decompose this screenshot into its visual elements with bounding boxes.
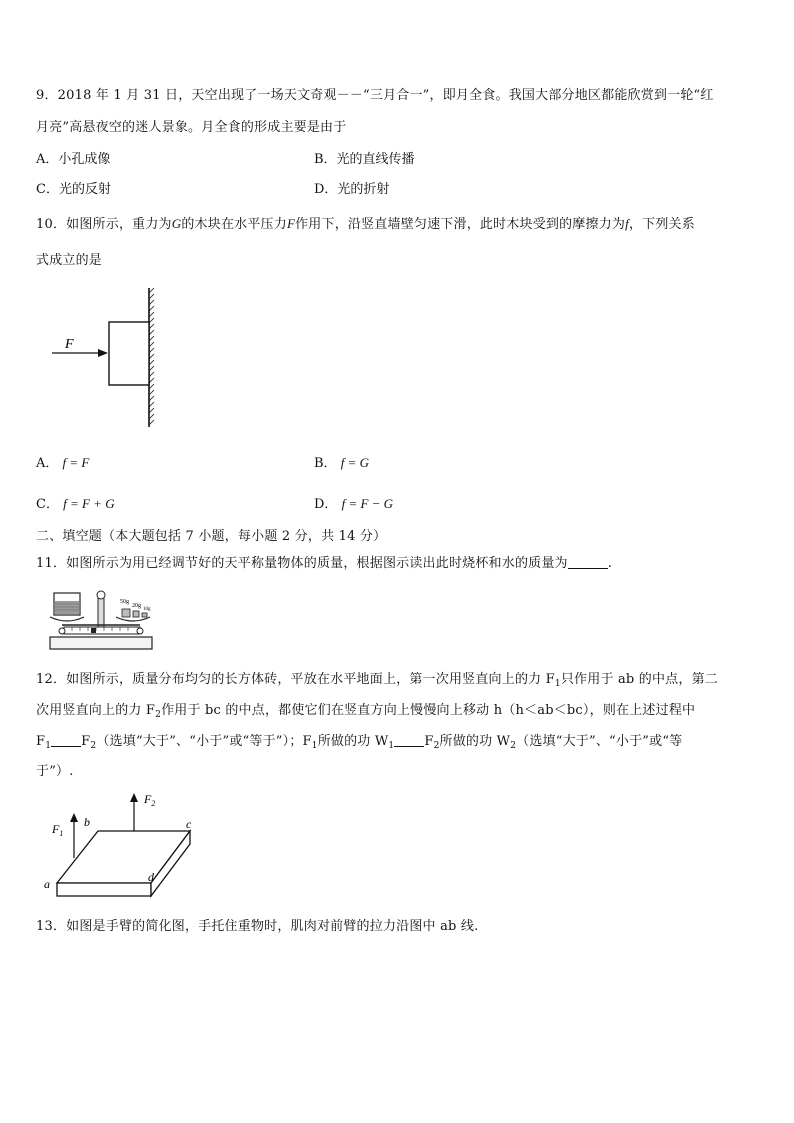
weight-label-10g: 10g	[143, 607, 151, 612]
var-f: F	[286, 216, 296, 231]
q11-answer-blank[interactable]	[568, 556, 608, 569]
q12-blank-work-compare[interactable]	[394, 734, 424, 747]
q12-blank-force-compare[interactable]	[51, 734, 81, 747]
f2-label: $F_2$	[144, 792, 156, 808]
f1-arrow-head	[70, 813, 78, 822]
pillar	[98, 597, 104, 629]
vertex-a-label: a	[44, 877, 50, 891]
q11-text: 11．如图所示为用已经调节好的天平称量物体的质量，根据图示读出此时烧杯和水的质量为 .	[36, 556, 613, 571]
scale-ruler	[64, 627, 140, 634]
left-pan	[50, 617, 84, 621]
q10-line2: 式成立的是	[36, 253, 103, 268]
q12-brick-figure	[40, 788, 210, 903]
q10-option-d: D． f = F − G	[314, 496, 394, 512]
var-friction: f	[625, 216, 629, 231]
q12-line4: 于”）.	[36, 764, 74, 779]
q9-option-d: D．光的折射	[314, 182, 390, 197]
water	[55, 601, 79, 614]
wood-block	[109, 322, 149, 385]
q9-line2: 月亮”高悬夜空的迷人景象。月全食的形成主要是由于	[36, 120, 347, 135]
balance-base	[50, 637, 152, 649]
weight-label-20g: 20g	[132, 603, 141, 609]
q10-wall-block-figure	[40, 285, 170, 435]
q10-option-a: A． f = F	[36, 455, 90, 471]
q11-balance-figure	[44, 583, 156, 655]
q12-line1: 12．如图所示，质量分布均匀的长方体砖，平放在水平地面上，第一次用竖直向上的力 $F_1$只作用于 ab 的中点，第二	[36, 672, 718, 689]
brick-front-face	[57, 883, 151, 896]
weight-label-50g: 50g	[120, 599, 129, 605]
vertex-c-label: c	[186, 817, 192, 831]
rider	[91, 628, 96, 633]
q13-text: 13．如图是手臂的简化图，手托住重物时，肌肉对前臂的拉力沿图中 ab 线.	[36, 919, 479, 934]
q9-line1: 9．2018 年 1 月 31 日，天空出现了一场天文奇观－－“三月合一”，即月全食。我国大部分地区都能欣赏到一轮“红	[36, 88, 714, 103]
q12-line3: $F_1$ $F_2$（选填“大于”、“小于”或“等于”）；$F_1$所做的功 $W_1$ $F_2$所做的功 $W_2$（选填“大于”、“小于”或“等	[36, 734, 683, 751]
force-label: F	[65, 337, 74, 352]
weight-10g	[142, 613, 147, 617]
var-g: G	[171, 216, 182, 231]
q9-option-c: C．光的反射	[36, 182, 111, 197]
q12-line2: 次用竖直向上的力 $F_2$作用于 bc 的中点，都使它们在竖直方向上慢慢向上移动 h（h＜ab＜bc），则在上述过程中	[36, 703, 696, 720]
force-arrow-head	[98, 349, 108, 357]
right-pan	[116, 617, 150, 621]
vertex-b-label: b	[84, 815, 90, 829]
q10-line1: 10．如图所示，重力为G的木块在水平压力F作用下，沿竖直墙壁匀速下滑，此时木块受到的摩擦力为f，下列关系	[36, 216, 695, 232]
weight-50g	[122, 609, 130, 617]
q10-option-c: C． f = F + G	[36, 496, 115, 512]
f2-arrow-head	[130, 793, 138, 802]
f1-label: $F_1$	[52, 822, 64, 838]
q9-option-b: B．光的直线传播	[314, 152, 415, 167]
section2-heading: 二、填空题（本大题包括 7 小题，每小题 2 分，共 14 分）	[36, 529, 387, 544]
q9-option-a: A．小孔成像	[36, 152, 111, 167]
weight-20g	[133, 611, 139, 617]
vertex-d-label: d	[148, 870, 154, 884]
q10-option-b: B． f = G	[314, 455, 369, 471]
